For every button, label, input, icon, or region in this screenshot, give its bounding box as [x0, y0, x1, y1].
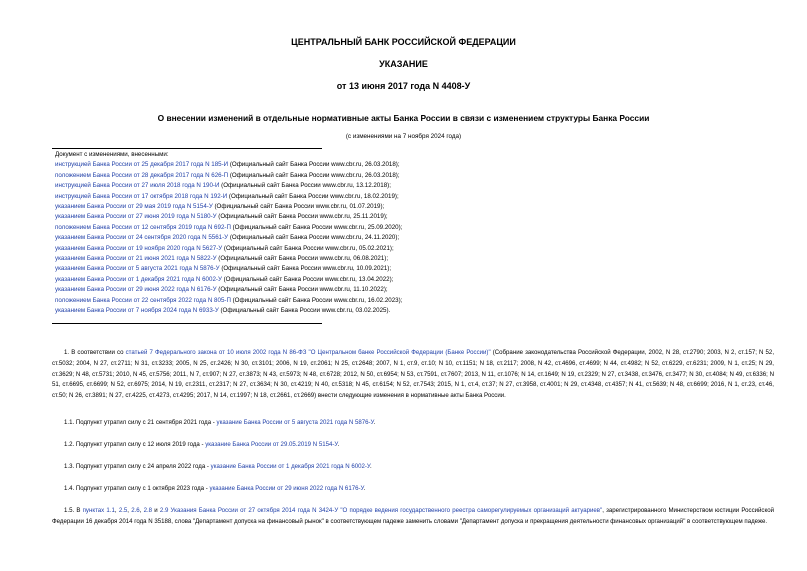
- amendment-link[interactable]: указанием Банка России от 7 ноября 2024 года N 6933-У: [55, 307, 219, 315]
- amendment-link[interactable]: указанием Банка России от 1 декабря 2021 года N 6002-У: [55, 275, 222, 283]
- changes-item: [55, 285, 755, 295]
- changes-bottom-divider: [52, 323, 322, 324]
- amendment-link[interactable]: указанием Банка России от 5 августа 2021 года N 5876-У: [55, 265, 220, 273]
- changes-item: [55, 202, 755, 212]
- amendment-source: (Официальный сайт Банка России www.cbr.ru, 01.07.2019);: [212, 203, 385, 211]
- law-article-link[interactable]: статьей 7 Федерального закона от 10 июля 2002 года N 86-ФЗ "О Центральном банке Российской Федерации (Банке России)": [125, 349, 491, 356]
- paragraph-text: ,: [127, 507, 132, 514]
- paragraph-1-2: [52, 440, 774, 451]
- paragraph-text: 1.4. Подпункт утратил силу с 1 октября 2023 года -: [64, 485, 210, 492]
- amendment-source: (Официальный сайт Банка России www.cbr.ru, 05.02.2021);: [222, 244, 394, 252]
- paragraph-text: .: [373, 419, 376, 426]
- paragraph-1-3: [52, 462, 774, 473]
- repeal-link[interactable]: указание Банка России от 1 декабря 2021 года N 6002-У: [210, 463, 370, 470]
- changes-top-divider: [52, 148, 322, 149]
- paragraph-1-1: [52, 418, 774, 429]
- paragraph-text: 1.3. Подпункт утратил силу с 24 апреля 2022 года -: [64, 463, 211, 470]
- amendment-link[interactable]: указанием Банка России от 27 июня 2019 года N 5180-У: [55, 213, 217, 221]
- paragraph-text: и: [152, 507, 160, 514]
- changes-list: [55, 150, 755, 317]
- changes-item: [55, 306, 755, 316]
- amendment-source: (Официальный сайт Банка России www.cbr.ru, 26.03.2018);: [228, 171, 400, 179]
- amendment-source: (Официальный сайт Банка России www.cbr.ru, 03.02.2025).: [218, 307, 391, 315]
- amendment-source: (Официальный сайт Банка России www.cbr.ru, 11.10.2022);: [216, 286, 388, 294]
- amendment-link[interactable]: инструкцией Банка России от 27 июля 2018 года N 190-И: [55, 182, 220, 190]
- paragraph-1-4: [52, 484, 774, 495]
- paragraph-text: 1.1. Подпункт утратил силу с 21 сентября 2021 года -: [64, 419, 217, 426]
- amendment-source: (Официальный сайт Банка России www.cbr.ru, 25.09.2020);: [230, 223, 403, 231]
- amendment-link[interactable]: положением Банка России от 22 сентября 2022 года N 805-П: [55, 296, 231, 304]
- amendment-link[interactable]: указанием Банка России от 21 июня 2021 года N 5822-У: [55, 255, 217, 263]
- amendment-link[interactable]: указанием Банка России от 29 мая 2019 года N 5154-У: [55, 203, 213, 211]
- document-date-number: от 13 июня 2017 года N 4408-У: [336, 81, 471, 91]
- changes-item: [55, 223, 755, 233]
- paragraph-text: 1.2. Подпункт утратил силу с 12 июля 2019 года -: [64, 441, 206, 448]
- amendment-link[interactable]: инструкцией Банка России от 17 октября 2018 года N 192-И: [55, 192, 228, 200]
- amendment-source: (Официальный сайт Банка России www.cbr.ru, 13.04.2022);: [221, 275, 394, 283]
- document-title: О внесении изменений в отдельные нормативные акты Банка России в связи с изменением структуры Банка России: [157, 113, 650, 123]
- amendment-link[interactable]: положением Банка России от 12 сентября 2019 года N 692-П: [55, 223, 231, 231]
- clause-link[interactable]: 2.5: [118, 507, 128, 514]
- changes-item: [55, 192, 755, 202]
- paragraph-text: ,: [139, 507, 144, 514]
- repeal-link[interactable]: указание Банка России от 29 июня 2022 года N 6176-У: [209, 485, 364, 492]
- changes-item: [55, 212, 755, 222]
- amendment-source: (Официальный сайт Банка России www.cbr.ru, 24.11.2020);: [228, 234, 400, 242]
- changes-item: [55, 244, 755, 254]
- repeal-link[interactable]: указание Банка России от 29.05.2019 N 5154-У: [205, 441, 338, 448]
- paragraph-text: (Собрание законодательства Российской Федерации, 2002, N 28, ст.2790; 2003, N 2, ст.157; N 52, ст.5032; 2004, N 27, ст.2711; N 31, ст.3233; 2005, N 25, ст.2426; N 30, ст.3101; 2006, N 19, ст.2061; N 25, ст.2648; 2007, N 1, ст.9, ст.10; N 10, ст.1151; N 18, ст.2117; 2008, N 42, ст.4696, ст.4699; N 44, ст.4982; N 52, ст.6229, ст.6231; 2009, N 1, ст.25; N 29, ст.3629; N 48, ст.5731; 2010, N 45, ст.5756; 2011, N 7, ст.907; N 27, ст.3873; N 43, ст.5973; N 48, ст.6728; 2012, N 50, ст.6954; N 53, ст.7591, ст.7607; 2013, N 11, ст.1076; N 14, ст.1649; N 19, ст.2329; N 27, ст.3438, ст.3476, ст.3477; N 30, ст.4084; N 49, ст.6336; N 51, ст.6695, ст.6699; N 52, ст.6975; 2014, N 19, ст.2311, ст.2317; N 27, ст.3634; N 30, ст.4219; N 40, ст.5318; N 45, ст.6154; N 52, ст.7543; 2015, N 1, ст.4, ст.37; N 27, ст.3958, ст.4001; N 29, ст.4348, ст.4357; N 41, ст.5639; N 48, ст.6699; 2016, N 1, ст.23, ст.46, ст.50; N 26, ст.3891; N 27, ст.4225, ст.4273, ст.4295; 2017, N 14, ст.1997; N 18, ст.2661, ст.2669) внести следующие изменения в нормативные акты Банка России.: [52, 349, 775, 400]
- organization-heading: ЦЕНТРАЛЬНЫЙ БАНК РОССИЙСКОЙ ФЕДЕРАЦИИ: [291, 37, 516, 47]
- document-type-heading: УКАЗАНИЕ: [379, 59, 428, 69]
- amendment-source: (Официальный сайт Банка России www.cbr.ru, 13.12.2018);: [219, 182, 391, 190]
- clause-link[interactable]: пунктах 1.1: [82, 507, 115, 514]
- paragraph-text: 1.5. В: [64, 507, 83, 514]
- paragraph-1-5: [52, 506, 774, 528]
- paragraph-text: .: [363, 485, 366, 492]
- repeal-link[interactable]: указание Банка России от 5 августа 2021 года N 5876-У: [216, 419, 374, 426]
- changes-item: [55, 181, 755, 191]
- changes-item: [55, 233, 755, 243]
- clause-link[interactable]: 2.8: [143, 507, 153, 514]
- changes-intro: Документ с изменениями, внесенными:: [55, 151, 169, 158]
- paragraph-text: .: [370, 463, 372, 470]
- amendment-link[interactable]: указанием Банка России от 19 ноября 2020 года N 5627-У: [55, 244, 223, 252]
- amendment-source: (Официальный сайт Банка России www.cbr.ru, 16.02.2023);: [230, 296, 403, 304]
- clause-link[interactable]: 2.6: [131, 507, 140, 514]
- amendment-source: (Официальный сайт Банка России www.cbr.ru, 10.09.2021);: [219, 265, 392, 273]
- paragraph-1: [52, 348, 774, 402]
- amendment-link[interactable]: указанием Банка России от 29 июня 2022 года N 6176-У: [55, 286, 217, 294]
- changes-item: [55, 275, 755, 285]
- changes-item: [55, 171, 755, 181]
- paragraph-text: , зарегистрированного Министерством юстиции Российской Федерации 16 декабря 2014 года N 35188, слова "Департамент допуска на финансовый рынок" в соответствующем падеже заменить словами "Департамент допуска и прекращения деятельности финансовых организаций" в соответствующем падеже.: [52, 507, 775, 525]
- directive-link[interactable]: 2.9 Указания Банка России от 27 октября 2014 года N 3424-У "О порядке ведения государственного реестра саморегулируемых организаций актуариев": [159, 507, 603, 514]
- edition-note: (с изменениями на 7 ноября 2024 года): [345, 133, 462, 140]
- changes-item: [55, 254, 755, 264]
- changes-item: [55, 160, 755, 170]
- amendment-source: (Официальный сайт Банка России www.cbr.ru, 26.03.2018);: [228, 161, 400, 169]
- amendment-link[interactable]: инструкцией Банка России от 25 декабря 2017 года N 185-И: [55, 161, 229, 169]
- amendment-source: (Официальный сайт Банка России www.cbr.ru, 06.08.2021);: [216, 255, 389, 263]
- changes-item: [55, 264, 755, 274]
- paragraph-text: ,: [114, 507, 119, 514]
- amendment-link[interactable]: положением Банка России от 28 декабря 2017 года N 626-П: [55, 171, 229, 179]
- changes-item: [55, 296, 755, 306]
- paragraph-text: .: [337, 441, 340, 448]
- amendment-source: (Официальный сайт Банка России www.cbr.ru, 18.02.2019);: [227, 192, 399, 200]
- amendment-link[interactable]: указанием Банка России от 24 сентября 2020 года N 5561-У: [55, 234, 229, 242]
- amendment-source: (Официальный сайт Банка России www.cbr.ru, 25.11.2019);: [216, 213, 388, 221]
- paragraph-text: 1. В соответствии со: [64, 349, 126, 356]
